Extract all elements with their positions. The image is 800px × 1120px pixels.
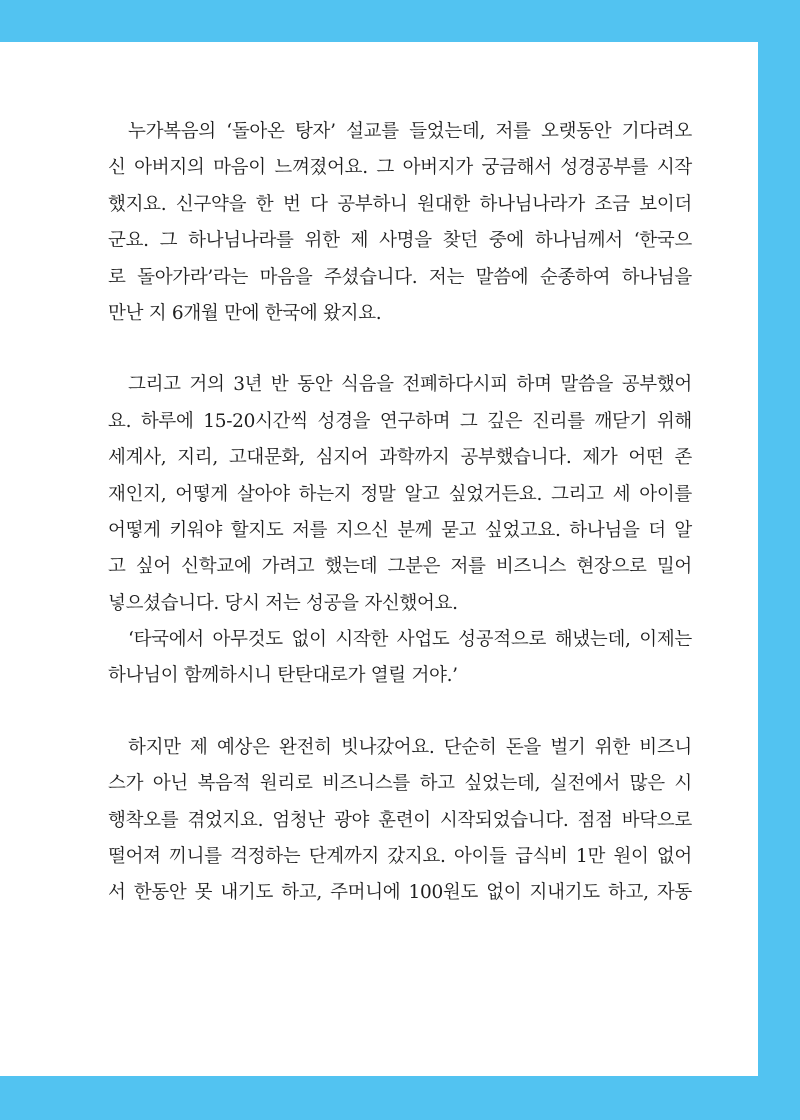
quote-line: ‘타국에서 아무것도 없이 시작한 사업도 성공적으로 해냈는데, 이제는 bbox=[128, 629, 692, 651]
text-line: 하지만 제 예상은 완전히 빗나갔어요. 단순히 돈을 벌기 위한 비즈니 bbox=[128, 736, 692, 758]
paragraph-1 bbox=[108, 114, 692, 332]
book-page bbox=[0, 42, 758, 1076]
text-line: 떨어져 끼니를 걱정하는 단계까지 갔지요. 아이들 급식비 1만 원이 없어 bbox=[108, 846, 692, 868]
text-line: 행착오를 겪었지요. 엄청난 광야 훈련이 시작되었습니다. 점점 바닥으로 bbox=[108, 809, 692, 831]
text-line: 누가복음의 ‘돌아온 탕자’ 설교를 들었는데, 저를 오랫동안 기다려오 bbox=[128, 121, 692, 142]
text-line: 신 아버지의 마음이 느껴졌어요. 그 아버지가 궁금해서 성경공부를 시작 bbox=[108, 157, 692, 179]
text-line: 그리고 거의 3년 반 동안 식음을 전폐하다시피 하며 말씀을 공부했어 bbox=[128, 374, 692, 396]
page-body bbox=[108, 114, 692, 912]
text-line: 넣으셨습니다. 당시 저는 성공을 자신했어요. bbox=[108, 592, 458, 614]
text-line: 세계사, 지리, 고대문화, 심지어 과학까지 공부했습니다. 제가 어떤 존 bbox=[108, 447, 692, 469]
paragraph-2 bbox=[108, 367, 692, 695]
text-line: 서 한동안 못 내기도 하고, 주머니에 100원도 없이 지내기도 하고, 자동 bbox=[108, 882, 692, 904]
quote-line: 하나님이 함께하시니 탄탄대로가 열릴 거야.’ bbox=[108, 665, 458, 687]
text-line: 만난 지 6개월 만에 한국에 왔지요. bbox=[108, 302, 382, 324]
text-line: 고 싶어 신학교에 가려고 했는데 그분은 저를 비즈니스 현장으로 밀어 bbox=[108, 556, 692, 578]
text-line: 했지요. 신구약을 한 번 다 공부하니 원대한 하나님나라가 조금 보이더 bbox=[108, 193, 692, 215]
text-line: 군요. 그 하나님나라를 위한 제 사명을 찾던 중에 하나님께서 ‘한국으 bbox=[108, 230, 692, 252]
paragraph-3 bbox=[108, 730, 692, 912]
text-line: 스가 아닌 복음적 원리로 비즈니스를 하고 싶었는데, 실전에서 많은 시 bbox=[108, 773, 692, 795]
text-line: 로 돌아가라’라는 마음을 주셨습니다. 저는 말씀에 순종하여 하나님을 bbox=[108, 266, 692, 288]
paragraph-gap bbox=[108, 695, 692, 730]
text-line: 요. 하루에 15-20시간씩 성경을 연구하며 그 깊은 진리를 깨닫기 위해 bbox=[108, 410, 692, 432]
text-line: 어떻게 키워야 할지도 저를 지으신 분께 묻고 싶었고요. 하나님을 더 알 bbox=[108, 519, 692, 541]
text-line: 재인지, 어떻게 살아야 하는지 정말 알고 싶었거든요. 그리고 세 아이를 bbox=[108, 483, 692, 505]
paragraph-gap bbox=[108, 332, 692, 367]
